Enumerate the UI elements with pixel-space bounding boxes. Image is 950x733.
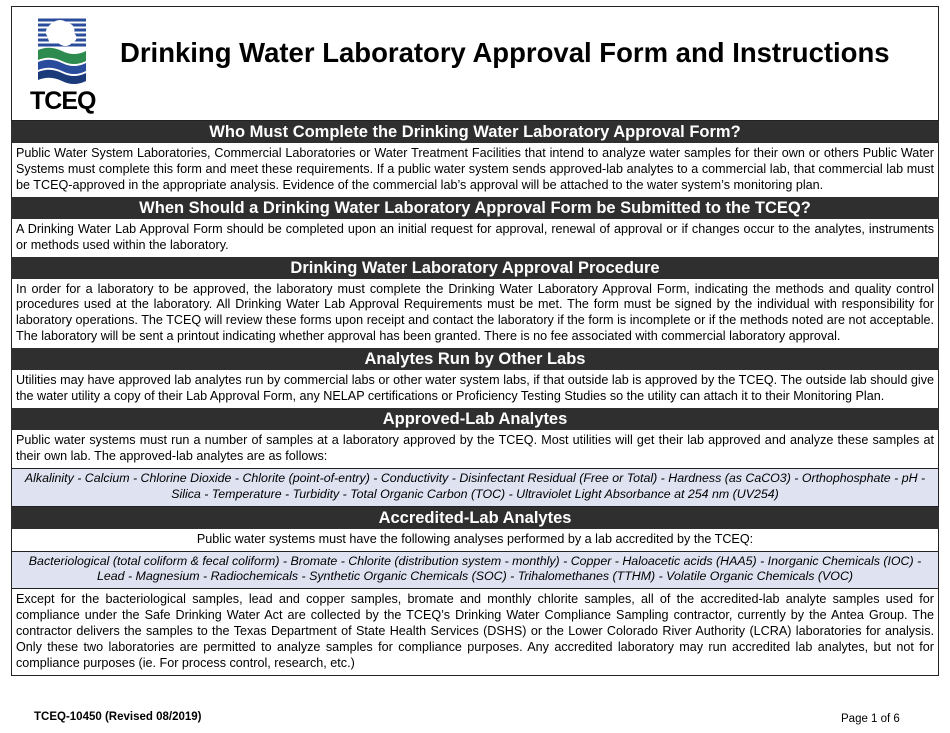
approved-analytes-list: Alkalinity - Calcium - Chlorine Dioxide - Chlorite (point-of-entry) - Conductivity - Disinfectant Residual (Free or Total) - Hardness (as CaCO3) - Orthophosphate - pH - Silica - Temperature - Turbidity - Total Organic Carbon (TOC) - Ultraviolet Light Absorbance at 254 nm (UV254) [11,468,939,507]
form-id: TCEQ-10450 (Revised 08/2019) [34,711,202,723]
section-text-accredited: Public water systems must have the following analyses performed by a lab accredited by the TCEQ: [11,529,939,551]
document-page [11,6,939,676]
section-text-other-labs: Utilities may have approved lab analytes run by commercial labs or other water system labs, if that outside lab is approved by the TCEQ. The outside lab should give the water utility a copy of their Lab Approval Form, any NELAP certifications or Proficiency Testing Studies so the utility can attach it to their Monitoring Plan. [11,370,939,408]
header [11,6,939,121]
section-heading-procedure: Drinking Water Laboratory Approval Procedure [11,257,939,279]
page-number: Page 1 of 6 [841,713,900,725]
section-heading-other-labs: Analytes Run by Other Labs [11,348,939,370]
section-text-procedure: In order for a laboratory to be approved, the laboratory must complete the Drinking Water Laboratory Approval Form, indicating the methods and quality control procedures used at the laboratory. All Drinking Water Lab Approval Requirements must be met. The form must be signed by the individual with responsibility for laboratory operations. The TCEQ will review these forms upon receipt and contact the laboratory if the form is incomplete or if the methods noted are not acceptable. The laboratory will be sent a printout indicating whether approval has been granted. There is no fee associated with commercial laboratory approval. [11,279,939,349]
section-heading-who: Who Must Complete the Drinking Water Laboratory Approval Form? [11,121,939,143]
section-text-who: Public Water System Laboratories, Commercial Laboratories or Water Treatment Facilities that intend to analyze water samples for their own or others Public Water Systems must complete this form and meet these requirements. If a public water system sends approved-lab analytes to a commercial lab, that commercial lab must be TCEQ-approved in the appropriate analysis. Evidence of the commercial lab’s approval will be attached to the water system’s monitoring plan. [11,143,939,197]
section-text-when: A Drinking Water Lab Approval Form should be completed upon an initial request for approval, renewal of approval or if changes occur to the analytes, instruments or methods used within the laboratory. [11,219,939,257]
logo-text: TCEQ [30,87,96,115]
section-heading-approved: Approved-Lab Analytes [11,408,939,430]
accredited-analytes-list: Bacteriological (total coliform & fecal coliform) - Bromate - Chlorite (distribution system - monthly) - Copper - Haloacetic acids (HAA5) - Inorganic Chemicals (IOC) - Lead - Magnesium - Radiochemicals - Synthetic Organic Chemicals (SOC) - Trihalomethanes (TTHM) - Volatile Organic Chemicals (VOC) [11,551,939,590]
tceq-logo [30,17,94,117]
section-closing-accredited: Except for the bacteriological samples, lead and copper samples, bromate and monthly chlorite samples, all of the accredited-lab analyte samples used for compliance under the Safe Drinking Water Act are collected by the TCEQ’s Drinking Water Compliance Sampling contractor, currently by the Antea Group. The contractor delivers the samples to the Texas Department of State Health Services (DSHS) or the Lower Colorado River Authority (LCRA) laboratories for analysis. Only these two laboratories are permitted to analyze samples for compliance purposes. Any accredited laboratory may run accredited lab analytes, but not for compliance purposes (ie. For process control, research, etc.) [11,589,939,676]
page-title: Drinking Water Laboratory Approval Form and Instructions [120,37,890,68]
section-heading-accredited: Accredited-Lab Analytes [11,507,939,529]
section-heading-when: When Should a Drinking Water Laboratory Approval Form be Submitted to the TCEQ? [11,197,939,219]
section-text-approved: Public water systems must run a number of samples at a laboratory approved by the TCEQ. Most utilities will get their lab approved and analyze these samples at their own lab. The approved-lab analytes are as follows: [11,430,939,468]
